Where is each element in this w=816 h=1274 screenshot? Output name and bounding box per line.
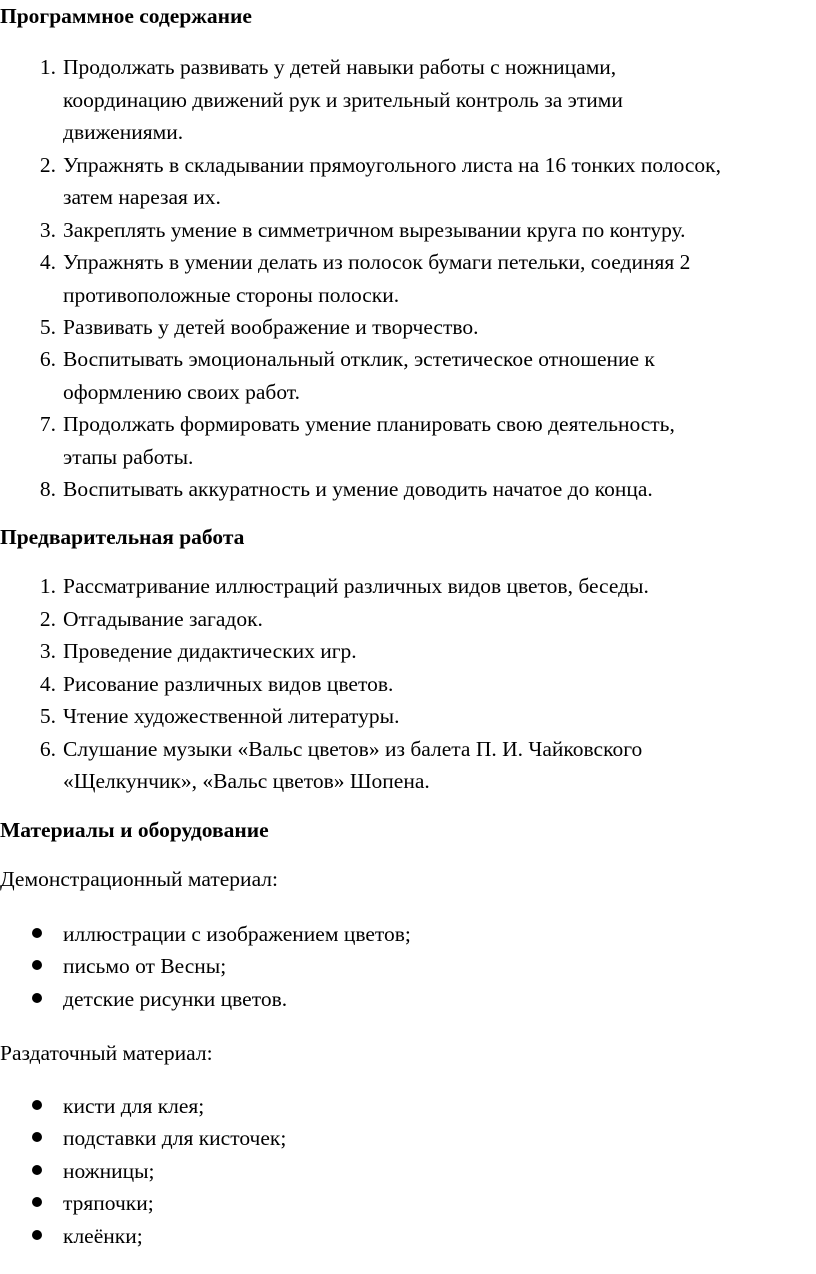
bullet-icon	[32, 1165, 42, 1175]
list-item-line: движениями.	[63, 120, 184, 144]
list-number: 8.	[39, 477, 56, 501]
list-item-line: письмо от Весны;	[63, 954, 227, 978]
list-item-line: Рисование различных видов цветов.	[63, 672, 394, 696]
list-item-line: тряпочки;	[63, 1191, 154, 1215]
list-number: 1.	[39, 55, 56, 79]
list-item-line: Слушание музыки «Вальс цветов» из балета П. И. Чайковского	[63, 737, 643, 761]
list-number: 4.	[39, 672, 56, 696]
list-number: 3.	[39, 218, 56, 242]
list-item-line: «Щелкунчик», «Вальс цветов» Шопена.	[63, 769, 430, 793]
list-item-line: этапы работы.	[63, 445, 194, 469]
list-number: 6.	[39, 347, 56, 371]
bullet-icon	[32, 1132, 42, 1142]
list-number: 3.	[39, 639, 56, 663]
list-item-line: Проведение дидактических игр.	[63, 639, 357, 663]
list-item-line: детские рисунки цветов.	[63, 987, 288, 1011]
list-item-line: Воспитывать аккуратность и умение доводить начатое до конца.	[63, 477, 653, 501]
section-heading-materials: Материалы и оборудование	[0, 818, 269, 842]
list-number: 2.	[39, 607, 56, 631]
demo-material-label: Демонстрационный материал:	[0, 867, 278, 891]
bullet-icon	[32, 993, 42, 1003]
section-heading-preliminary: Предварительная работа	[0, 525, 245, 549]
list-item-line: Закреплять умение в симметричном вырезывании круга по контуру.	[63, 218, 686, 242]
list-item-line: Развивать у детей воображение и творчество.	[63, 315, 479, 339]
list-item-line: оформлению своих работ.	[63, 380, 300, 404]
list-item-line: Чтение художественной литературы.	[63, 704, 400, 728]
list-item-line: противоположные стороны полоски.	[63, 283, 400, 307]
handout-material-label: Раздаточный материал:	[0, 1041, 213, 1065]
list-item-line: Продолжать развивать у детей навыки работы с ножницами,	[63, 55, 617, 79]
list-item-line: Отгадывание загадок.	[63, 607, 263, 631]
section-heading-program: Программное содержание	[0, 4, 252, 28]
bullet-icon	[32, 1230, 42, 1240]
list-number: 6.	[39, 737, 56, 761]
list-number: 2.	[39, 153, 56, 177]
list-item-line: Воспитывать эмоциональный отклик, эстетическое отношение к	[63, 347, 655, 371]
list-number: 5.	[39, 704, 56, 728]
list-number: 7.	[39, 412, 56, 436]
list-item-line: Упражнять в складывании прямоугольного листа на 16 тонких полосок,	[63, 153, 722, 177]
bullet-icon	[32, 960, 42, 970]
list-item-line: Продолжать формировать умение планировать свою деятельность,	[63, 412, 675, 436]
bullet-icon	[32, 928, 42, 938]
bullet-icon	[32, 1100, 42, 1110]
list-item-line: координацию движений рук и зрительный контроль за этими	[63, 88, 623, 112]
list-item-line: затем нарезая их.	[63, 185, 221, 209]
list-item-line: иллюстрации с изображением цветов;	[63, 922, 411, 946]
list-item-line: ножницы;	[63, 1159, 155, 1183]
list-item-line: кисти для клея;	[63, 1094, 205, 1118]
list-item-line: Рассматривание иллюстраций различных видов цветов, беседы.	[63, 574, 649, 598]
list-item-line: клеёнки;	[63, 1224, 143, 1248]
list-number: 4.	[39, 250, 56, 274]
list-item-line: Упражнять в умении делать из полосок бумаги петельки, соединяя 2	[63, 250, 691, 274]
bullet-icon	[32, 1197, 42, 1207]
list-number: 5.	[39, 315, 56, 339]
list-item-line: подставки для кисточек;	[63, 1126, 287, 1150]
list-number: 1.	[39, 574, 56, 598]
